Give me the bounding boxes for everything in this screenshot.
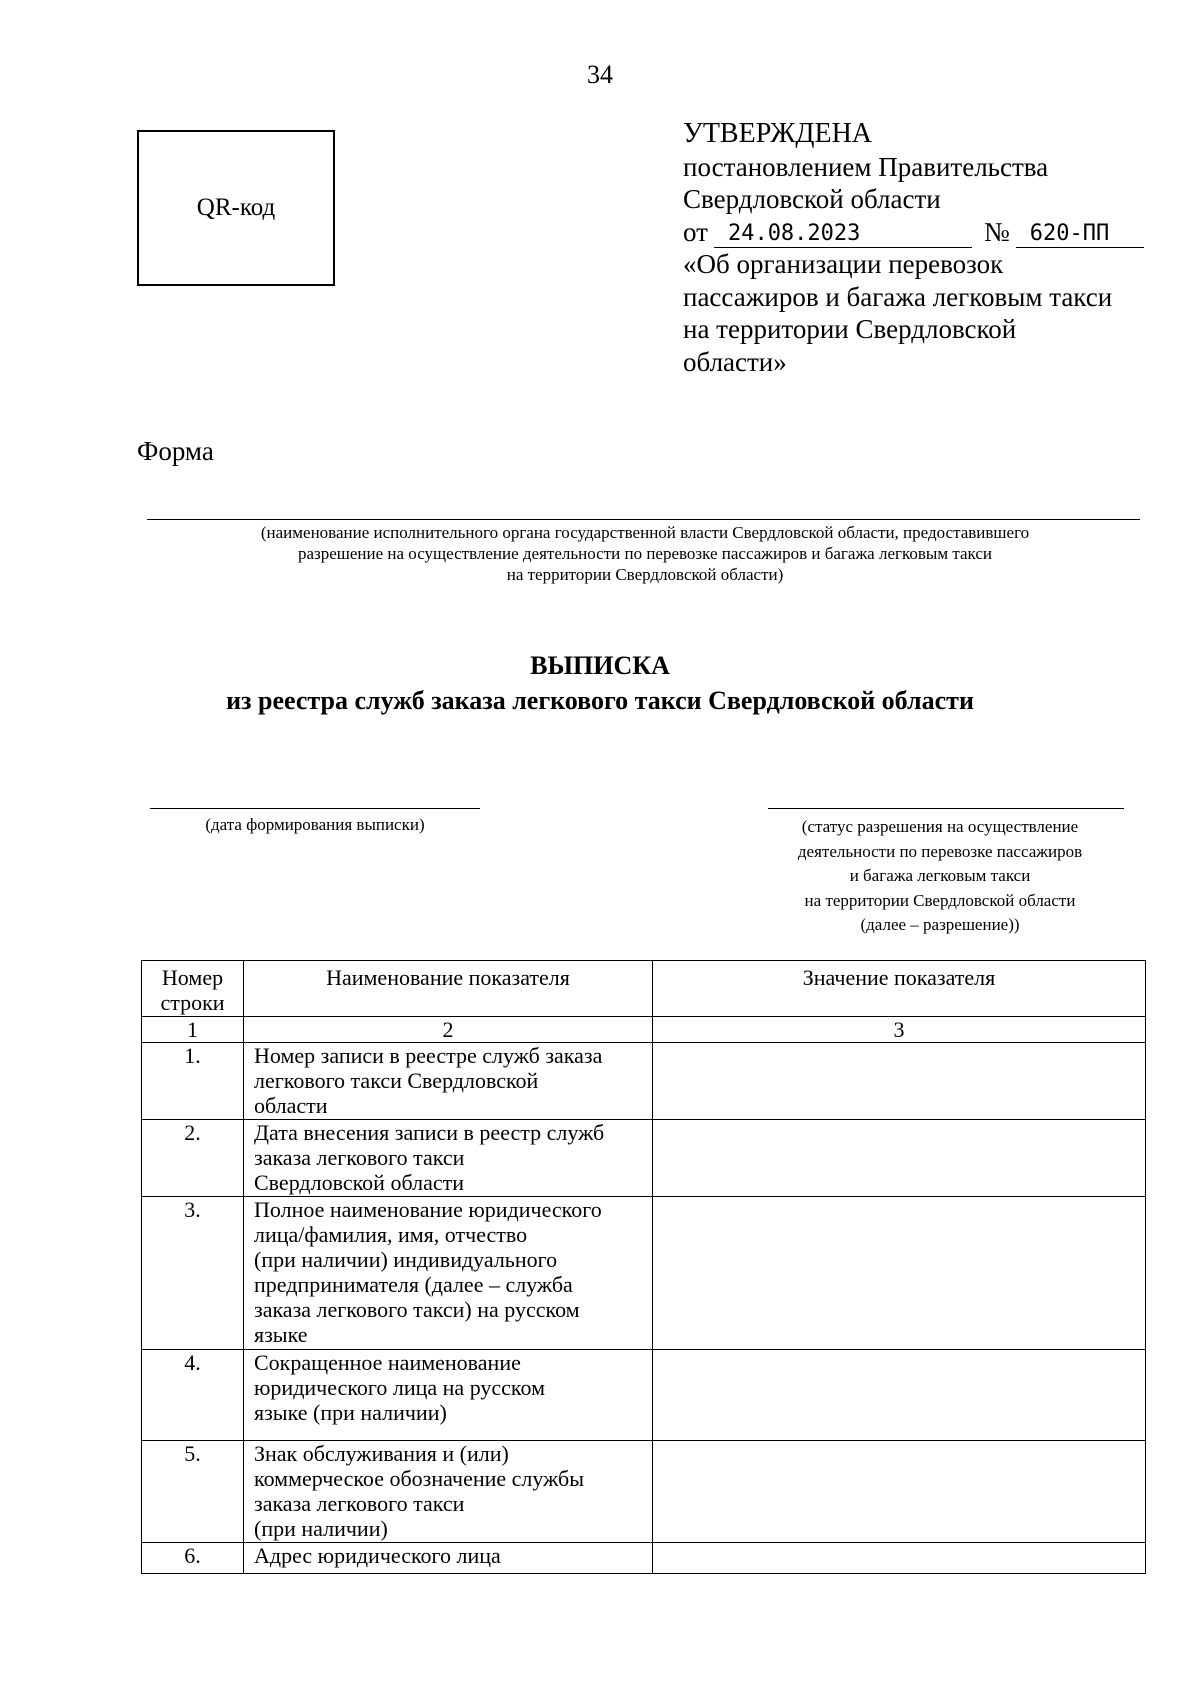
permit-status-caption [760, 815, 1120, 938]
qr-code-placeholder [137, 130, 335, 286]
indicator-value [653, 1543, 1146, 1574]
approval-title: УТВЕРЖДЕНА [683, 118, 873, 149]
approval-date-number-row [683, 216, 1173, 249]
indicator-name-line: заказа легкового такси [254, 1145, 465, 1170]
approval-subject-line-3: на территории Свердловской [683, 314, 1017, 344]
table-row [142, 1350, 1146, 1441]
indicator-name-line: Номер записи в реестре служб заказа [254, 1043, 603, 1068]
agency-name-line [147, 519, 1140, 520]
register-extract-table [141, 960, 1146, 1574]
row-number: 4. [142, 1350, 244, 1441]
indicator-name-line: Адрес юридического лица [254, 1543, 501, 1568]
header-row-number-line-1: Номер [161, 965, 224, 990]
column-number-row [142, 1017, 1146, 1043]
status-caption-line-4: на территории Свердловской области [804, 890, 1076, 910]
indicator-value [653, 1350, 1146, 1441]
column-number: 2 [244, 1017, 653, 1043]
indicator-name-line: языке [254, 1322, 308, 1347]
document-title-line-2: из реестра служб заказа легкового такси Свердловской области [226, 686, 974, 715]
indicator-name-line: языке (при наличии) [254, 1400, 447, 1425]
agency-caption-line-1: (наименование исполнительного органа государственной власти Свердловской области, предоставившего [260, 523, 1030, 542]
indicator-value [653, 1120, 1146, 1197]
indicator-value [653, 1441, 1146, 1543]
indicator-name-line: области [254, 1093, 328, 1118]
agency-caption-line-2: разрешение на осуществление деятельности по перевозке пассажиров и багажа легковым такси [297, 544, 992, 563]
header-indicator-name: Наименование показателя [244, 961, 653, 1017]
row-number: 1. [142, 1043, 244, 1120]
agency-caption-line-3: на территории Свердловской области) [506, 565, 784, 584]
agency-caption [150, 522, 1140, 585]
approval-subject-line-2: пассажиров и багажа легковым такси [683, 281, 1113, 312]
indicator-name-line: легкового такси Свердловской [254, 1068, 539, 1093]
row-number: 2. [142, 1120, 244, 1197]
indicator-name-line: заказа легкового такси [254, 1491, 465, 1516]
table-row [142, 1543, 1146, 1574]
approval-subject-line-1: «Об организации перевозок [683, 249, 1004, 279]
indicator-name [244, 1441, 653, 1543]
header-indicator-value: Значение показателя [653, 961, 1146, 1017]
document-title-line-1: ВЫПИСКА [530, 651, 670, 680]
indicator-value [653, 1197, 1146, 1350]
row-number: 3. [142, 1197, 244, 1350]
table-row [142, 1197, 1146, 1350]
row-number: 5. [142, 1441, 244, 1543]
row-number: 6. [142, 1543, 244, 1574]
qr-code-label: QR-код [196, 194, 276, 221]
indicator-name [244, 1120, 653, 1197]
indicator-name-line: предпринимателя (далее – служба [254, 1272, 573, 1297]
indicator-name [244, 1350, 653, 1441]
page-number: 34 [587, 60, 613, 89]
indicator-name [244, 1043, 653, 1120]
indicator-name-line: коммерческое обозначение службы [254, 1466, 584, 1491]
indicator-name [244, 1197, 653, 1350]
header-row-number-line-2: строки [160, 990, 225, 1015]
extract-date-caption: (дата формирования выписки) [205, 815, 425, 834]
table-row [142, 1120, 1146, 1197]
indicator-name-line: Полное наименование юридического [254, 1197, 602, 1222]
approval-line-1: постановлением Правительства [683, 151, 1049, 182]
table-row [142, 1043, 1146, 1120]
column-number: 3 [653, 1017, 1146, 1043]
indicator-name-line: Знак обслуживания и (или) [254, 1441, 509, 1466]
approval-block [683, 118, 1173, 378]
column-number: 1 [142, 1017, 244, 1043]
extract-date-line [150, 808, 480, 809]
status-caption-line-5: (далее – разрешение)) [860, 915, 1020, 934]
status-caption-line-3: и багажа легковым такси [849, 866, 1031, 885]
date-prefix: от [683, 216, 708, 247]
approval-line-2: Свердловской области [683, 184, 941, 214]
form-label: Форма [137, 436, 214, 466]
approval-subject-line-4: области» [683, 346, 787, 377]
indicator-name-line: (при наличии) [254, 1516, 388, 1541]
indicator-name-line: юридического лица на русском [254, 1375, 546, 1400]
indicator-name-line: Свердловской области [254, 1170, 464, 1195]
indicator-name-line: (при наличии) индивидуального [254, 1247, 558, 1272]
indicator-name-line: Сокращенное наименование [254, 1350, 521, 1375]
indicator-name-line: лица/фамилия, имя, отчество [254, 1222, 528, 1247]
decree-date: 24.08.2023 [714, 222, 972, 248]
decree-number: 620-ПП [1016, 222, 1144, 248]
indicator-name-line: заказа легкового такси) на русском [254, 1297, 580, 1322]
table-header-row [142, 961, 1146, 1017]
permit-status-line [768, 808, 1124, 809]
indicator-value [653, 1043, 1146, 1120]
number-sign: № [983, 216, 1010, 247]
status-caption-line-1: (статус разрешения на осуществление [801, 817, 1079, 836]
indicator-name [244, 1543, 653, 1574]
header-row-number [142, 961, 244, 1017]
indicator-name-line: Дата внесения записи в реестр служб [254, 1120, 605, 1145]
table-row [142, 1441, 1146, 1543]
status-caption-line-2: деятельности по перевозке пассажиров [797, 841, 1083, 861]
document-title [0, 648, 1200, 718]
